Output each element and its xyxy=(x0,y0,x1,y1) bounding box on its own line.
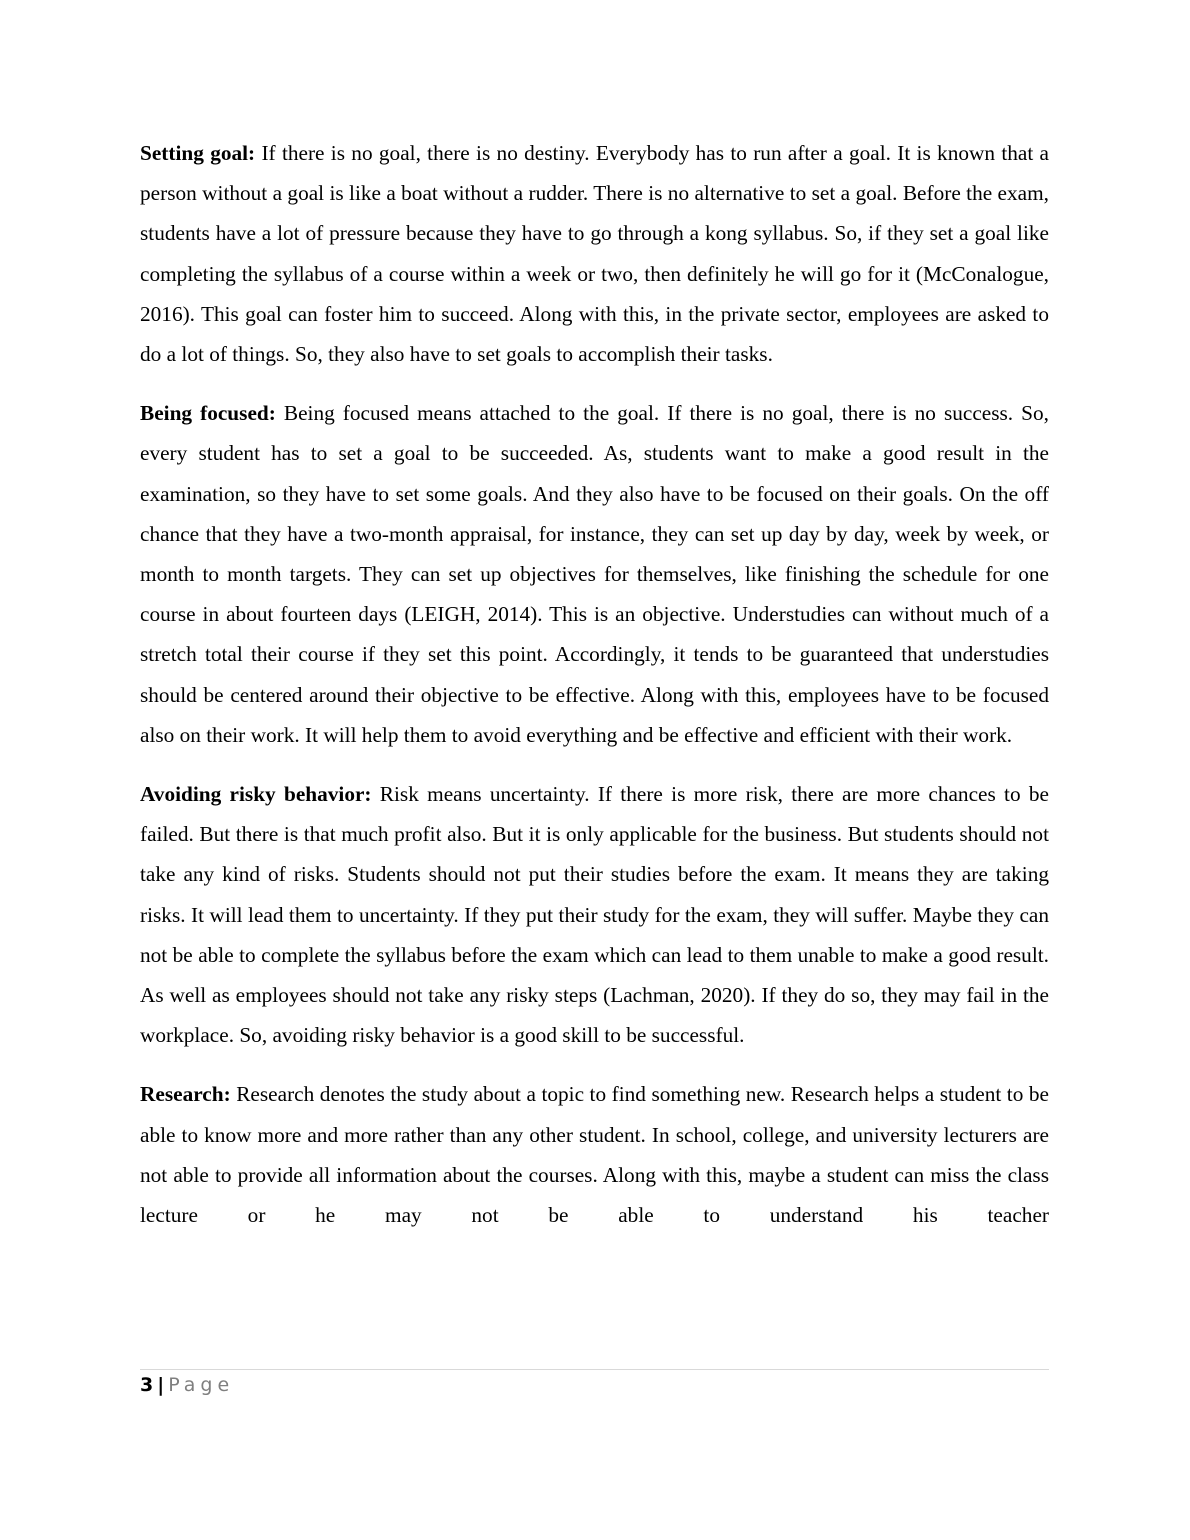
paragraph-heading: Setting goal: xyxy=(140,141,256,165)
paragraph-text: Risk means uncertainty. If there is more risk, there are more chances to be failed. But there is that much profit also. But it is only applicable for the business. But students should not take any kind of risks. Students should not put their studies before the exam. It means they are taking risks. It will lead them to uncertainty. If they put their study for the exam, they will suffer. Maybe they can not be able to complete the syllabus before the exam which can lead to them unable to make a good result. As well as employees should not take any risky steps (Lachman, 2020). If they do so, they may fail in the workplace. So, avoiding risky behavior is a good skill to be successful. xyxy=(140,782,1049,1048)
paragraph-heading: Avoiding risky behavior: xyxy=(140,782,372,807)
paragraph-text: Research denotes the study about a topic to find something new. Research helps a student to be able to know more and more rather than any other student. In school, college, and university lecturers are not able to provide all information about the courses. Along with this, maybe a student can miss the class lecture or he may not be able to understand his teacher xyxy=(140,1082,1049,1228)
paragraph-setting-goal xyxy=(140,133,1049,374)
page-label: Page xyxy=(168,1374,235,1396)
page-number: 3 xyxy=(140,1374,154,1396)
paragraph-heading: Being focused: xyxy=(140,401,276,426)
paragraph-text: If there is no goal, there is no destiny. Everybody has to run after a goal. It is known that a person without a goal is like a boat without a rudder. There is no alternative to set a goal. Before the exam, students have a lot of pressure because they have to go through a kong syllabus. So, if they set a goal like completing the syllabus of a course within a week or two, then definitely he will go for it (McConalogue, 2016). This goal can foster him to succeed. Along with this, in the private sector, employees are asked to do a lot of things. So, they also have to set goals to accomplish their tasks. xyxy=(140,141,1050,367)
paragraph-avoiding-risky-behavior xyxy=(140,774,1049,1055)
footer-divider xyxy=(140,1369,1049,1370)
document-body xyxy=(140,133,1049,1235)
paragraph-text: Being focused means attached to the goal. If there is no goal, there is no success. So, every student has to set a goal to be succeeded. As, students want to make a good result in the examination, so they have to set some goals. And they also have to be focused on their goals. On the off chance that they have a two-month appraisal, for instance, they can set up day by day, week by week, or month to month targets. They can set up objectives for themselves, like finishing the schedule for one course in about fourteen days (LEIGH, 2014). This is an objective. Understudies can without much of a stretch total their course if they set this point. Accordingly, it tends to be guaranteed that understudies should be centered around their objective to be effective. Along with this, employees have to be focused also on their work. It will help them to avoid everything and be effective and efficient with their work. xyxy=(140,401,1050,747)
paragraph-research xyxy=(140,1074,1049,1235)
page-footer xyxy=(140,1372,234,1398)
footer-separator: | xyxy=(157,1374,165,1396)
paragraph-being-focused xyxy=(140,393,1049,755)
paragraph-heading: Research: xyxy=(140,1082,231,1107)
